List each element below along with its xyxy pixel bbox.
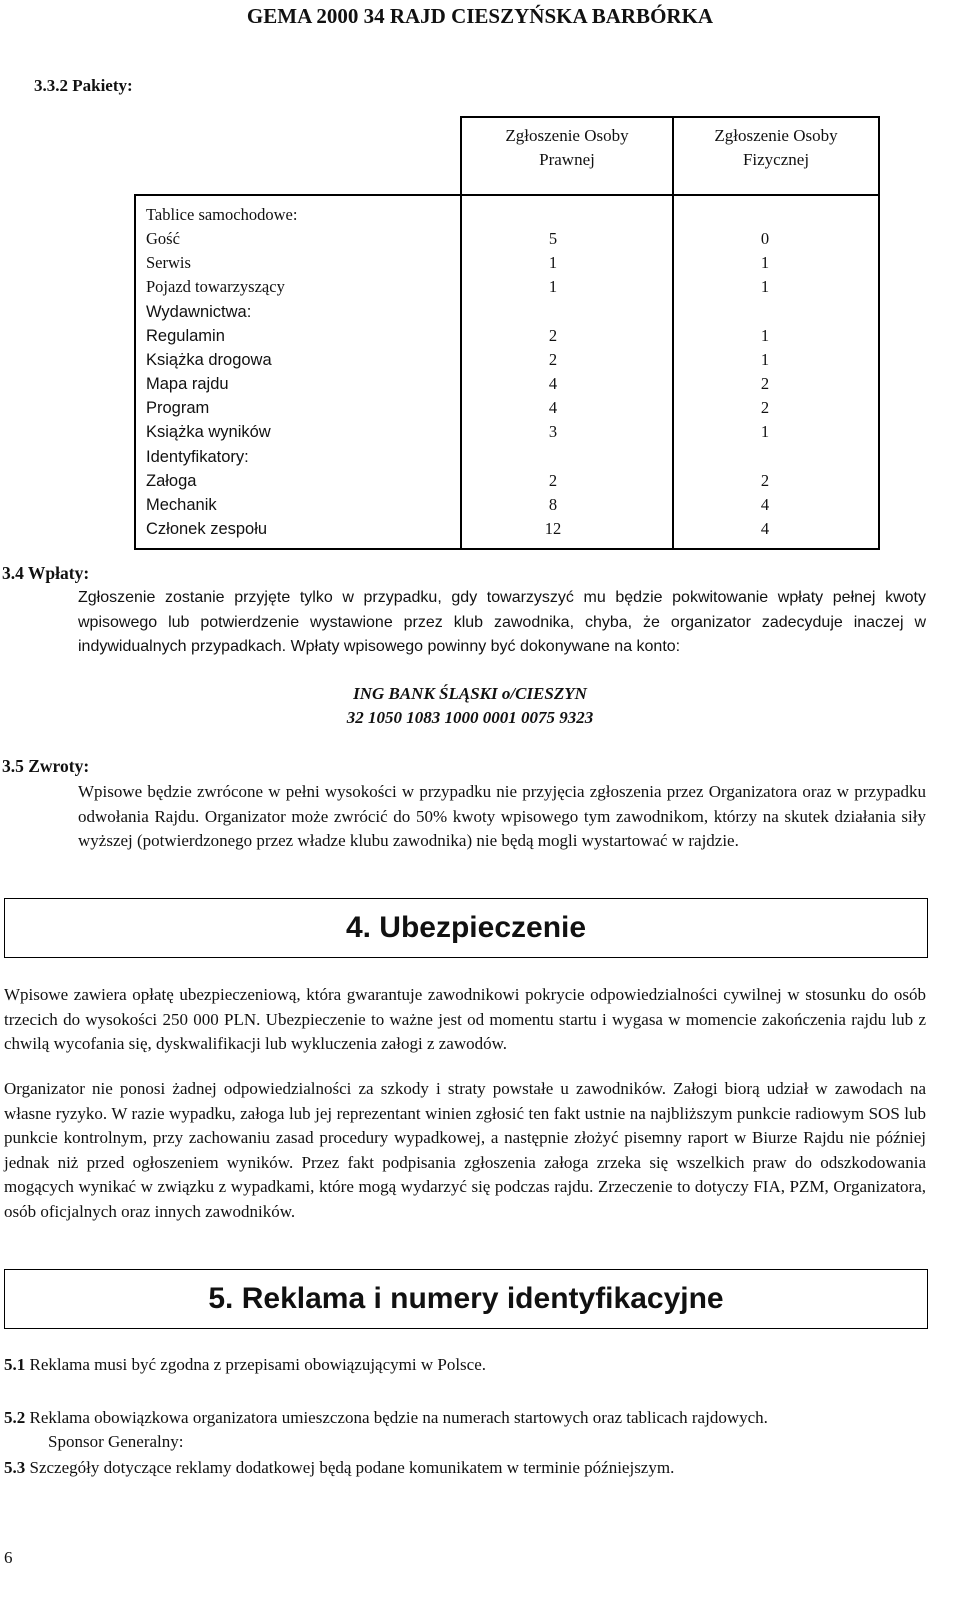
section-4-heading-box	[4, 898, 928, 958]
value-natural: 2	[760, 398, 770, 417]
row-label: Gość	[146, 229, 180, 248]
value-natural: 2	[760, 471, 770, 490]
item-text: Reklama musi być zgodna z przepisami obowiązującymi w Polsce.	[25, 1355, 487, 1374]
packages-heading: 3.3.2 Pakiety:	[34, 76, 133, 95]
zwroty-text: Wpisowe będzie zwrócone w pełni wysokości w przypadku nie przyjęcia zgłoszenia przez Organizatora oraz w przypadku odwołania Rajdu. Organizator może zwrócić do 50% kwoty wpisowego tym zawodnikom, którzy na skutek działania siły wyższej (potwierdzonego przez władze klubu zawodnika) nie będą mogli wystartować w rajdzie.	[78, 782, 926, 850]
value-legal: 5	[548, 229, 558, 248]
bank-name: ING BANK ŚLĄSKI o/CIESZYN	[353, 684, 587, 703]
item-number: 5.1	[4, 1355, 26, 1374]
row-label: Książka wyników	[146, 423, 271, 441]
value-legal: 2	[548, 326, 558, 345]
wplaty-heading: 3.4 Wpłaty:	[2, 563, 90, 583]
packages-table	[0, 0, 960, 560]
row-label: Program	[146, 399, 210, 417]
column-header-legal	[462, 124, 672, 172]
column-header-natural	[674, 124, 878, 172]
item-text: Reklama obowiązkowa organizatora umieszczona będzie na numerach startowych oraz tablicach rajdowych.	[25, 1408, 768, 1427]
value-natural: 1	[760, 277, 770, 296]
value-legal: 3	[548, 422, 558, 441]
item-text: Szczegóły dotyczące reklamy dodatkowej będą podane komunikatem w terminie późniejszym.	[25, 1458, 675, 1477]
value-legal: 2	[548, 471, 558, 490]
value-natural: 1	[760, 422, 770, 441]
section-5-1	[4, 1353, 926, 1377]
row-label: Książka drogowa	[146, 351, 272, 369]
row-label: Tablice samochodowe:	[146, 205, 298, 224]
section-5-3	[4, 1456, 926, 1480]
value-natural: 2	[760, 374, 770, 393]
value-natural: 4	[760, 519, 770, 538]
section-4-paragraph-2: Organizator nie ponosi żadnej odpowiedzialności za szkody i straty powstałe u zawodników. Załogi biorą udział w zawodach na własne ryzyko. W razie wypadku, załoga lub jej reprezentant winien zgłosić ten fakt ustnie na najbliższym punkcie radiowym SOS lub punkcie kontrolnym, przy zachowaniu zasad procedury wypadkowej, a następnie złożyć pisemny raport w Biurze Rajdu nie później jednak niż przed ogłoszeniem wyników. Przez fakt podpisania zgłoszenia załoga zrzeka się wszelkich praw do odszkodowania mogących wynikać w związku z wypadkami, które mogą wydarzyć się podczas rajdu. Zrzeczenie to dotyczy FIA, PZM, Organizatora, osób oficjalnych oraz innych zawodników.	[4, 1079, 926, 1221]
column-header-natural-line1: Zgłoszenie Osoby	[714, 126, 838, 145]
section-5-2	[4, 1406, 944, 1430]
wplaty-text: Zgłoszenie zostanie przyjęte tylko w przypadku, gdy towarzyszyć mu będzie pokwitowanie wpłaty pełnej kwoty wpisowego lub potwierdzenie wystawione przez klub zawodnika, chyba, że organizator zadecyduje inaczej w indywidualnych przypadkach. Wpłaty wpisowego powinny być dokonywane na konto:	[78, 589, 926, 655]
value-natural: 1	[760, 253, 770, 272]
section-5-heading: 5. Reklama i numery identyfikacyjne	[208, 1282, 724, 1315]
bank-account: 32 1050 1083 1000 0001 0075 9323	[346, 708, 594, 727]
section-4-heading: 4. Ubezpieczenie	[345, 911, 587, 944]
section-5-heading-box	[4, 1269, 928, 1329]
row-label: Pojazd towarzyszący	[146, 277, 285, 296]
item-number: 5.3	[4, 1458, 26, 1477]
value-legal: 4	[548, 374, 558, 393]
item-number: 5.2	[4, 1408, 26, 1427]
zwroty-heading: 3.5 Zwroty:	[2, 756, 90, 776]
row-label: Mechanik	[146, 496, 217, 514]
row-label: Identyfikatory:	[146, 448, 249, 466]
value-natural: 1	[760, 326, 770, 345]
value-legal: 4	[548, 398, 558, 417]
value-legal: 12	[544, 519, 562, 538]
row-label: Wydawnictwa:	[146, 303, 252, 321]
row-label: Załoga	[146, 472, 197, 490]
row-label: Regulamin	[146, 327, 225, 345]
value-legal: 1	[548, 277, 558, 296]
value-natural: 1	[760, 350, 770, 369]
row-label: Członek zespołu	[146, 520, 268, 538]
value-legal: 8	[548, 495, 558, 514]
value-legal: 2	[548, 350, 558, 369]
value-natural: 4	[760, 495, 770, 514]
document-title: GEMA 2000 34 RAJD CIESZYŃSKA BARBÓRKA	[246, 4, 714, 28]
row-label: Serwis	[146, 253, 191, 272]
column-header-legal-line1: Zgłoszenie Osoby	[505, 126, 629, 145]
column-header-legal-line2: Prawnej	[539, 150, 595, 169]
page-number: 6	[4, 1548, 13, 1567]
value-natural: 0	[760, 229, 770, 248]
section-4-paragraph-1: Wpisowe zawiera opłatę ubezpieczeniową, która gwarantuje zawodnikowi pokrycie odpowiedzialności cywilnej w stosunku do osób trzecich do wysokości 250 000 PLN. Ubezpieczenie to ważne jest od momentu startu i wygasa w momencie zakończenia rajdu lub z chwilą wycofania się, dyskwalifikacji lub wykluczenia załogi z zawodów.	[4, 985, 926, 1053]
sponsor-label: Sponsor Generalny:	[48, 1432, 184, 1451]
value-legal: 1	[548, 253, 558, 272]
row-label: Mapa rajdu	[146, 375, 229, 393]
column-header-natural-line2: Fizycznej	[742, 150, 810, 169]
